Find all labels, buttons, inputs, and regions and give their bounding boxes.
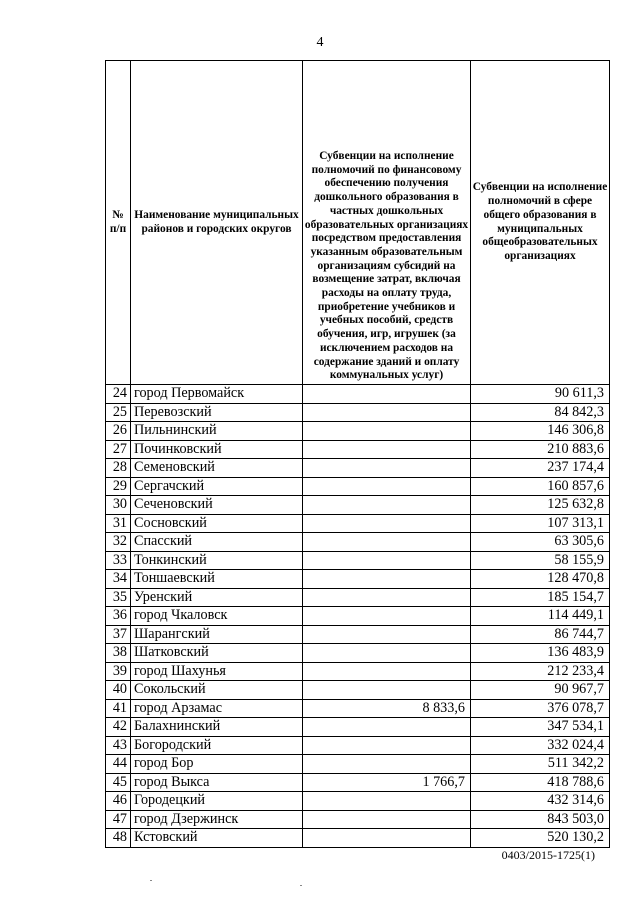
row-general-value: 520 130,2	[471, 829, 610, 848]
header-name: Наименование муниципальных районов и городских округов	[131, 61, 303, 385]
row-name: Семеновский	[131, 459, 303, 478]
row-name: Сергачский	[131, 477, 303, 496]
row-preschool-value	[303, 718, 471, 737]
row-name: Сосновский	[131, 514, 303, 533]
scan-speck	[150, 880, 152, 881]
row-preschool-value	[303, 533, 471, 552]
table-row	[106, 681, 610, 700]
row-name: город Шахунья	[131, 662, 303, 681]
row-preschool-value	[303, 477, 471, 496]
row-preschool-value	[303, 459, 471, 478]
row-name: город Чкаловск	[131, 607, 303, 626]
table-row	[106, 588, 610, 607]
row-number: 31	[106, 514, 131, 533]
row-general-value: 84 842,3	[471, 403, 610, 422]
row-number: 34	[106, 570, 131, 589]
row-preschool-value: 8 833,6	[303, 699, 471, 718]
row-name: Уренский	[131, 588, 303, 607]
row-preschool-value	[303, 403, 471, 422]
table-row	[106, 755, 610, 774]
row-number: 24	[106, 385, 131, 404]
row-number: 32	[106, 533, 131, 552]
row-preschool-value	[303, 514, 471, 533]
row-name: Пильнинский	[131, 422, 303, 441]
row-preschool-value	[303, 792, 471, 811]
table-row	[106, 403, 610, 422]
row-number: 26	[106, 422, 131, 441]
row-general-value: 107 313,1	[471, 514, 610, 533]
table-row	[106, 570, 610, 589]
table-row	[106, 718, 610, 737]
row-preschool-value	[303, 829, 471, 848]
row-number: 27	[106, 440, 131, 459]
row-general-value: 114 449,1	[471, 607, 610, 626]
row-preschool-value	[303, 385, 471, 404]
row-preschool-value	[303, 588, 471, 607]
row-number: 25	[106, 403, 131, 422]
table-row	[106, 607, 610, 626]
row-number: 39	[106, 662, 131, 681]
row-name: Балахнинский	[131, 718, 303, 737]
row-name: Починковский	[131, 440, 303, 459]
table-row	[106, 829, 610, 848]
row-preschool-value	[303, 440, 471, 459]
row-preschool-value	[303, 681, 471, 700]
row-general-value: 332 024,4	[471, 736, 610, 755]
table-row	[106, 385, 610, 404]
row-number: 37	[106, 625, 131, 644]
table-row	[106, 773, 610, 792]
row-name: Городецкий	[131, 792, 303, 811]
row-preschool-value	[303, 755, 471, 774]
table-header-row	[106, 61, 610, 385]
row-name: Шатковский	[131, 644, 303, 663]
row-general-value: 376 078,7	[471, 699, 610, 718]
row-general-value: 63 305,6	[471, 533, 610, 552]
row-general-value: 58 155,9	[471, 551, 610, 570]
row-general-value: 418 788,6	[471, 773, 610, 792]
table-row	[106, 422, 610, 441]
row-general-value: 347 534,1	[471, 718, 610, 737]
table-row	[106, 625, 610, 644]
row-name: город Первомайск	[131, 385, 303, 404]
table-row	[106, 736, 610, 755]
row-general-value: 90 967,7	[471, 681, 610, 700]
row-name: Спасский	[131, 533, 303, 552]
row-preschool-value	[303, 736, 471, 755]
row-name: Шарангский	[131, 625, 303, 644]
table-row	[106, 533, 610, 552]
row-preschool-value	[303, 570, 471, 589]
row-preschool-value	[303, 810, 471, 829]
row-name: город Бор	[131, 755, 303, 774]
table-row	[106, 477, 610, 496]
table-body	[106, 385, 610, 848]
table-row	[106, 644, 610, 663]
row-general-value: 136 483,9	[471, 644, 610, 663]
table-row	[106, 792, 610, 811]
row-name: Кстовский	[131, 829, 303, 848]
scan-speck	[300, 885, 302, 886]
row-number: 36	[106, 607, 131, 626]
header-num: № п/п	[106, 61, 131, 385]
row-number: 43	[106, 736, 131, 755]
row-preschool-value	[303, 644, 471, 663]
row-general-value: 237 174,4	[471, 459, 610, 478]
row-preschool-value	[303, 496, 471, 515]
row-number: 40	[106, 681, 131, 700]
row-general-value: 511 342,2	[471, 755, 610, 774]
row-number: 38	[106, 644, 131, 663]
row-name: Перевозский	[131, 403, 303, 422]
row-preschool-value	[303, 662, 471, 681]
row-number: 45	[106, 773, 131, 792]
row-number: 44	[106, 755, 131, 774]
row-preschool-value	[303, 551, 471, 570]
row-general-value: 210 883,6	[471, 440, 610, 459]
row-name: Тоншаевский	[131, 570, 303, 589]
table-row	[106, 662, 610, 681]
page-number: 4	[316, 35, 324, 50]
table-row	[106, 810, 610, 829]
row-general-value: 160 857,6	[471, 477, 610, 496]
row-name: город Арзамас	[131, 699, 303, 718]
row-general-value: 125 632,8	[471, 496, 610, 515]
row-general-value: 128 470,8	[471, 570, 610, 589]
row-general-value: 212 233,4	[471, 662, 610, 681]
row-number: 42	[106, 718, 131, 737]
row-preschool-value: 1 766,7	[303, 773, 471, 792]
row-name: Сеченовский	[131, 496, 303, 515]
header-preschool-subvention: Субвенции на исполнение полномочий по финансовому обеспечению получения дошкольного образования в частных дошкольных образовательных организациях посредством предоставления указанным образовательным организациям субсидий на возмещение затрат, включая расходы на оплату труда, приобретение учебников и учебных пособий, средств обучения, игр, игрушек (за исключением расходов на содержание зданий и оплату коммунальных услуг)	[303, 61, 471, 385]
table-row	[106, 459, 610, 478]
row-general-value: 185 154,7	[471, 588, 610, 607]
row-number: 28	[106, 459, 131, 478]
row-name: город Дзержинск	[131, 810, 303, 829]
row-number: 48	[106, 829, 131, 848]
row-preschool-value	[303, 422, 471, 441]
document-code: 0403/2015-1725(1)	[501, 848, 595, 862]
table-row	[106, 514, 610, 533]
table-row	[106, 551, 610, 570]
table-row	[106, 496, 610, 515]
row-number: 47	[106, 810, 131, 829]
subventions-table	[105, 60, 610, 848]
table-row	[106, 440, 610, 459]
row-number: 30	[106, 496, 131, 515]
row-general-value: 86 744,7	[471, 625, 610, 644]
table-row	[106, 699, 610, 718]
row-general-value: 432 314,6	[471, 792, 610, 811]
row-general-value: 90 611,3	[471, 385, 610, 404]
header-general-subvention: Субвенции на исполнение полномочий в сфере общего образования в муниципальных общеобразовательных организациях	[471, 61, 610, 385]
row-number: 41	[106, 699, 131, 718]
row-number: 35	[106, 588, 131, 607]
row-number: 46	[106, 792, 131, 811]
row-name: город Выкса	[131, 773, 303, 792]
row-preschool-value	[303, 625, 471, 644]
row-general-value: 146 306,8	[471, 422, 610, 441]
row-number: 33	[106, 551, 131, 570]
row-preschool-value	[303, 607, 471, 626]
row-name: Сокольский	[131, 681, 303, 700]
row-name: Тонкинский	[131, 551, 303, 570]
row-name: Богородский	[131, 736, 303, 755]
row-number: 29	[106, 477, 131, 496]
row-general-value: 843 503,0	[471, 810, 610, 829]
